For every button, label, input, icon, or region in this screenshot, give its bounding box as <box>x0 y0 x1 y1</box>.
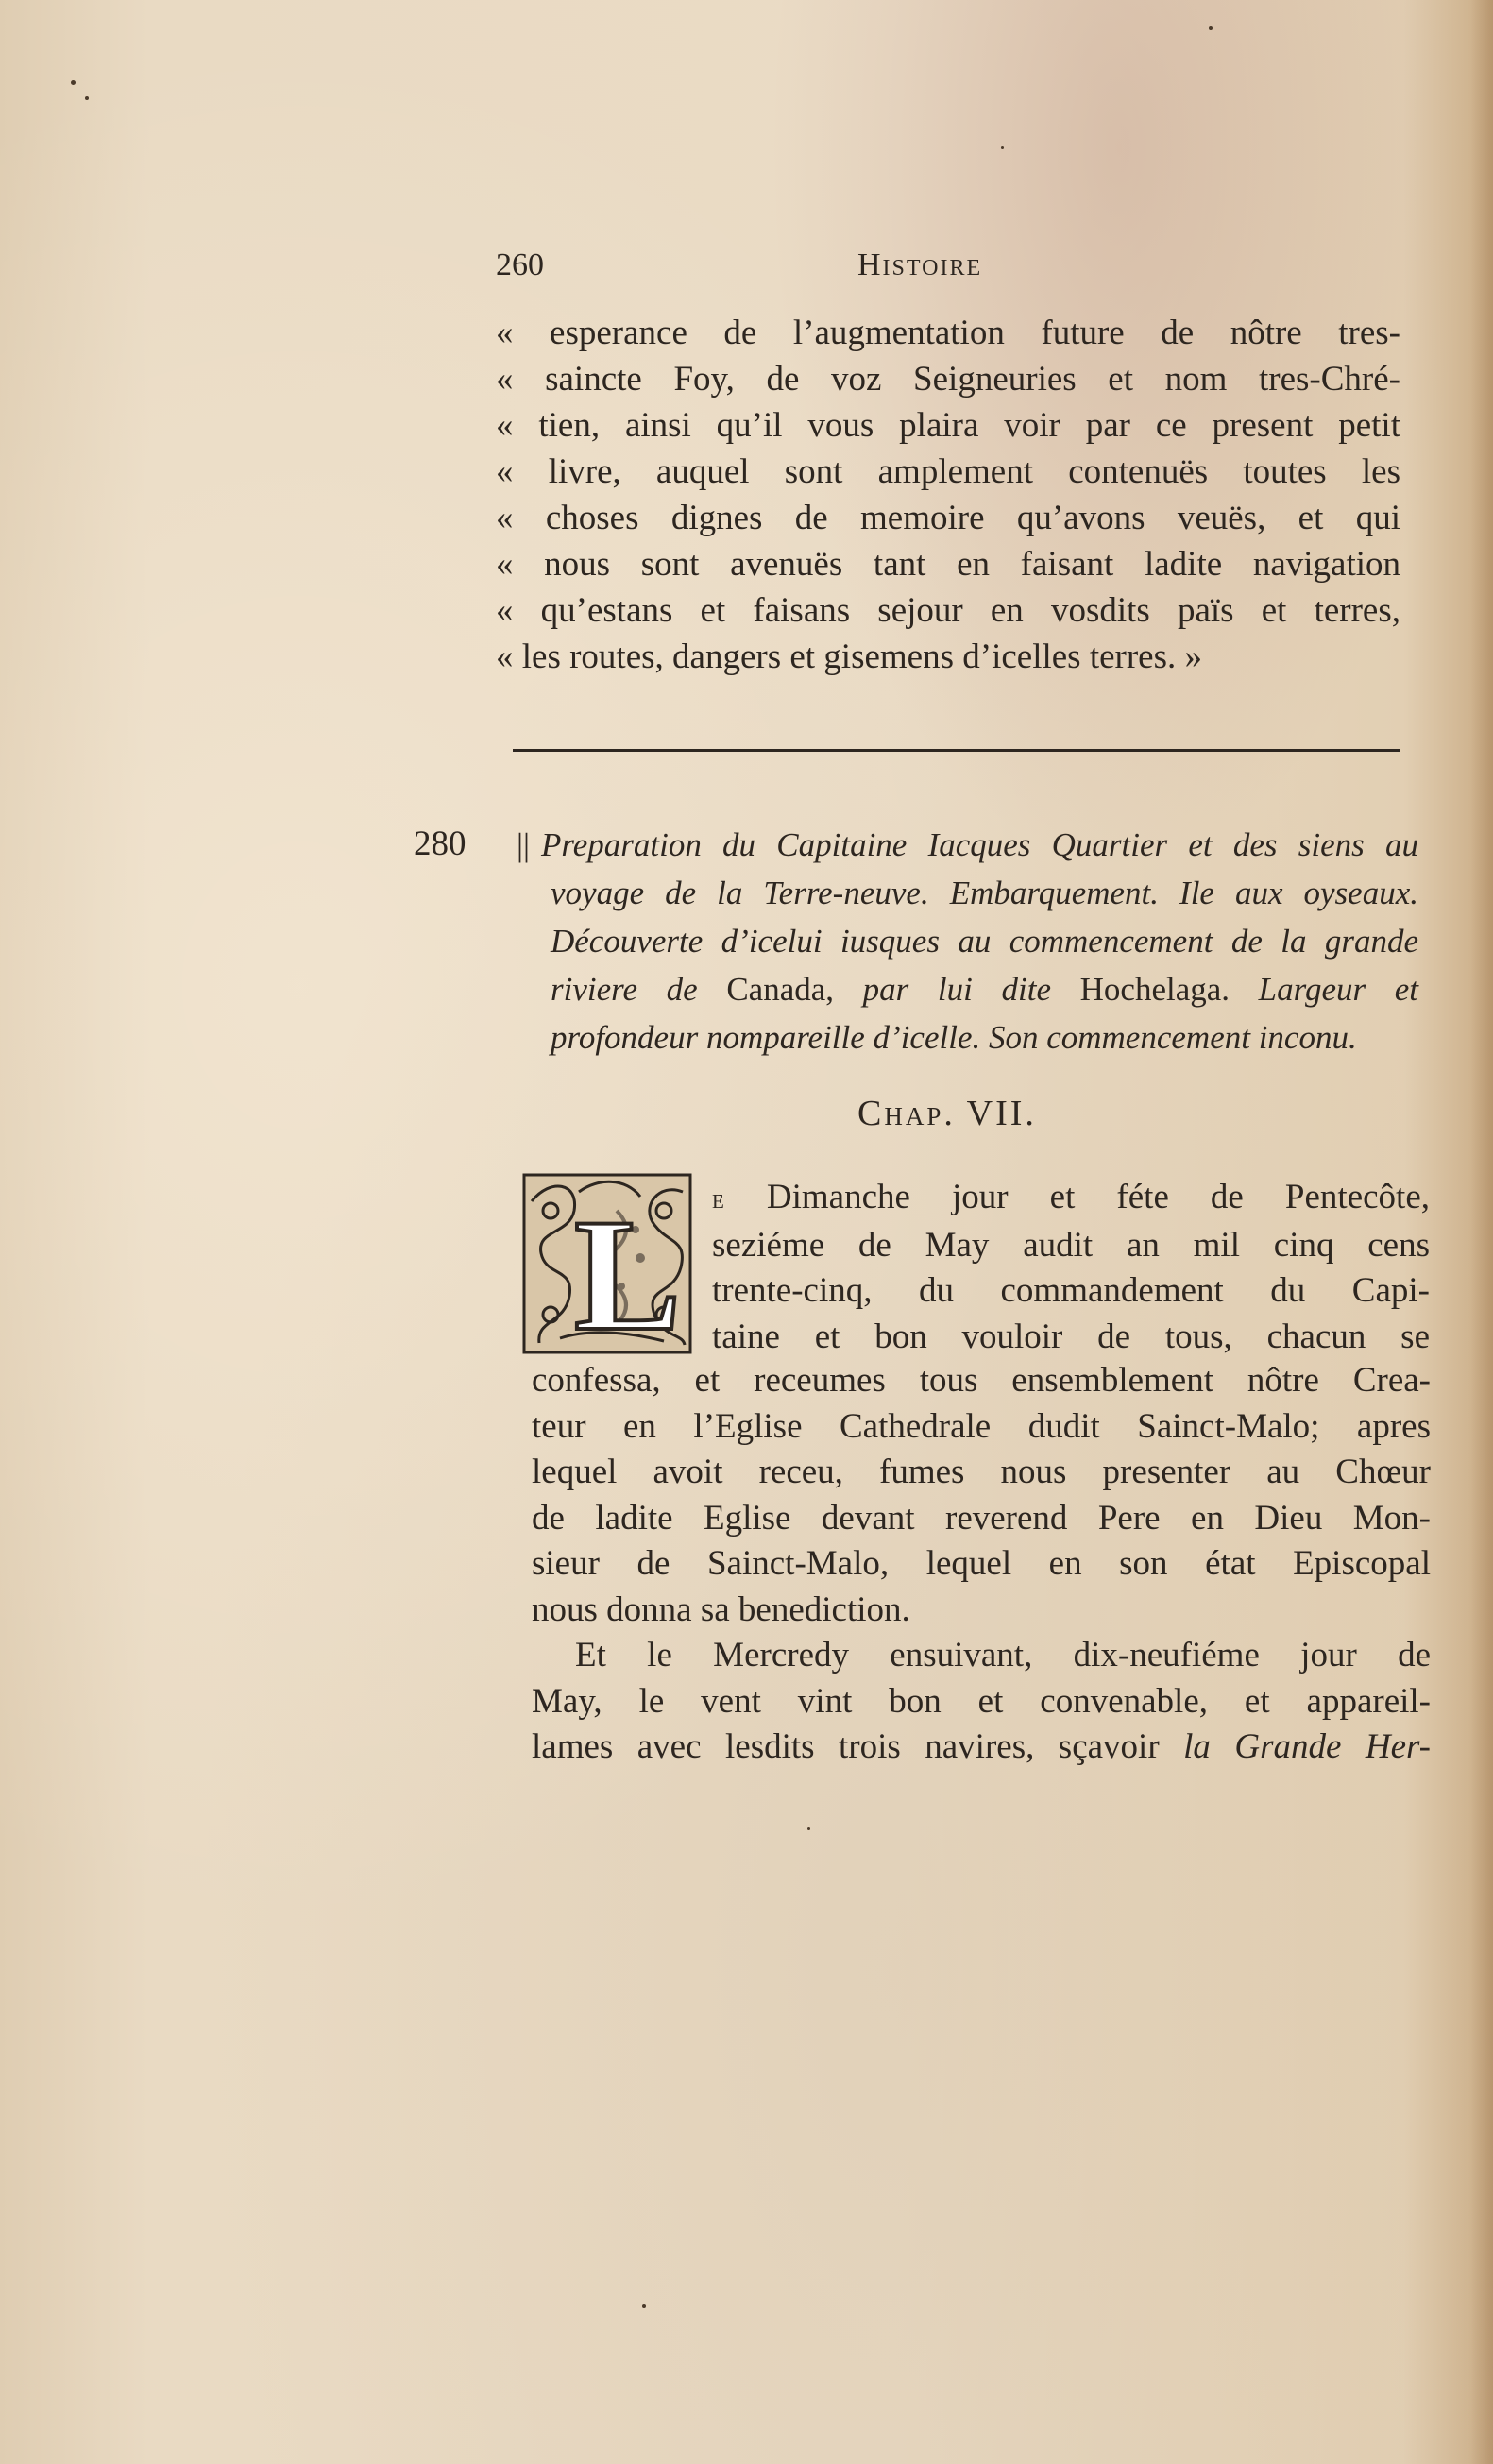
summary-line: Découverte d’icelui iusques au commencement de la grande <box>551 923 1418 960</box>
chapter-title: Chap. VII. <box>857 1094 1037 1133</box>
body-first-lines <box>712 1175 1430 1360</box>
ornamental-dropcap-letter <box>522 1173 692 1354</box>
place-name: Hochelaga. <box>1079 971 1230 1008</box>
summary-line: voyage de la Terre-neuve. Embarquement. Ile aux oyseaux. <box>551 875 1418 911</box>
summary-text: riviere de <box>551 971 698 1008</box>
quote-line: « qu’estans et faisans sejour en vosdits païs et terres, <box>496 591 1400 630</box>
paper-speck <box>1209 26 1213 30</box>
body-line: taine et bon vouloir de tous, chacun se <box>712 1317 1430 1356</box>
body-text-block <box>532 1358 1431 1771</box>
body-line: sieur de Sainct-Malo, lequel en son état Episcopal <box>532 1544 1431 1583</box>
small-caps-text: e <box>712 1183 725 1215</box>
section-marker: || <box>517 826 531 863</box>
section-rule <box>513 749 1400 752</box>
summary-text: Largeur et <box>1258 971 1419 1008</box>
quote-line: « choses dignes de memoire qu’avons veuës, et qui <box>496 499 1400 537</box>
body-text: Dimanche jour et féte de Pentecôte, <box>724 1178 1430 1216</box>
body-line: teur en l’Eglise Cathedrale dudit Sainct-Malo; apres <box>532 1406 1431 1446</box>
page-number: 260 <box>496 247 544 282</box>
body-line: confessa, et receumes tous ensemblement nôtre Crea- <box>532 1361 1431 1400</box>
body-line <box>532 1725 1431 1771</box>
quote-line: « tien, ainsi qu’il vous plaira voir par ce present petit <box>496 406 1400 445</box>
margin-reference-number: 280 <box>414 824 467 863</box>
summary-line <box>517 965 1418 1013</box>
body-line: trente-cinq, du commandement du Capi- <box>712 1271 1430 1310</box>
running-head: Histoire <box>857 247 983 282</box>
body-line: nous donna sa benediction. <box>532 1589 910 1629</box>
page-header <box>496 247 1042 285</box>
page-edge-shadow <box>1470 0 1493 2464</box>
quote-line: « livre, auquel sont amplement contenuës toutes les <box>496 452 1400 491</box>
body-line <box>712 1175 1430 1223</box>
summary-line <box>517 821 1418 869</box>
paper-speck <box>71 80 76 85</box>
body-text: lames avec lesdits trois navires, sçavoir <box>532 1727 1160 1766</box>
dropcap-glyph: L <box>574 1186 682 1354</box>
summary-text: par lui dite <box>862 971 1051 1008</box>
paper-speck <box>807 1827 810 1830</box>
paper-speck <box>85 96 89 100</box>
body-line: Et le Mercredy ensuivant, dix-neufiéme jour de <box>575 1636 1431 1674</box>
quote-line: « nous sont avenuës tant en faisant ladite navigation <box>496 545 1400 584</box>
quote-line: « les routes, dangers et gisemens d’icelles terres. » <box>496 637 1202 676</box>
chapter-summary <box>517 821 1418 1062</box>
paper-speck <box>642 2304 646 2308</box>
body-line: lequel avoit receu, fumes nous presenter au Chœur <box>532 1453 1431 1491</box>
body-line: May, le vent vint bon et convenable, et appareil- <box>532 1681 1431 1721</box>
summary-text: Preparation du Capitaine Iacques Quartier et des siens au <box>541 826 1418 863</box>
quotation-block <box>496 310 1402 680</box>
place-name: Canada, <box>726 971 835 1008</box>
quote-line: « esperance de l’augmentation future de nôtre tres- <box>496 314 1400 352</box>
body-line: de ladite Eglise devant reverend Pere en Dieu Mon- <box>532 1498 1431 1538</box>
summary-line: profondeur nompareille d’icelle. Son commencement inconu. <box>551 1019 1357 1056</box>
quote-line: « saincte Foy, de voz Seigneuries et nom tres-Chré- <box>496 360 1400 399</box>
body-line: seziéme de May audit an mil cinq cens <box>712 1225 1430 1265</box>
ship-name: la Grande Her- <box>1183 1727 1431 1766</box>
paper-speck <box>1001 146 1004 149</box>
